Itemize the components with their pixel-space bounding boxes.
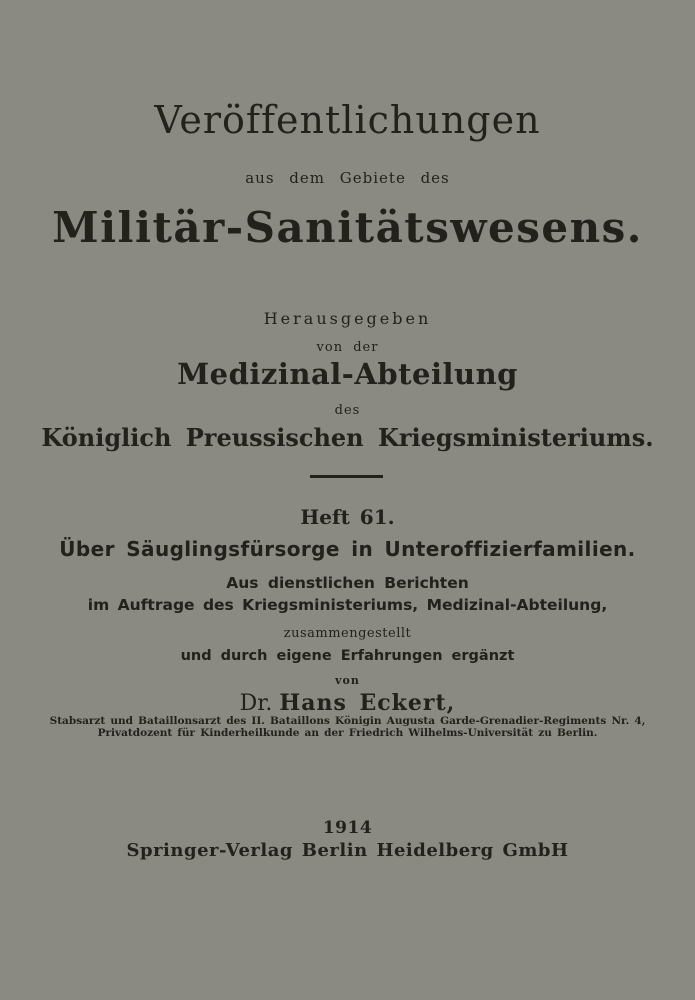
work-subtitle-2: im Auftrage des Kriegsministeriums, Medizinal-Abteilung, [87, 596, 608, 614]
editor-name: Medizinal-Abteilung [177, 357, 518, 391]
author-name: Hans Eckert, [279, 690, 456, 716]
work-subtitle-3: zusammengestellt [283, 626, 412, 641]
author-description-2: Privatdozent für Kinderheilkunde an der Friedrich Wilhelms-Universität zu Berlin. [97, 727, 598, 739]
series-scope: aus dem Gebiete des [245, 169, 450, 187]
author-line [0, 690, 695, 716]
publisher-imprint: Springer-Verlag Berlin Heidelberg GmbH [126, 840, 569, 861]
author-description-1: Stabsarzt und Bataillonsarzt des II. Bataillons Königin Augusta Garde-Grenadier-Regiments Nr. 4, [49, 715, 646, 727]
by-label: von [335, 674, 360, 687]
series-name: Militär-Sanitätswesens. [52, 203, 643, 252]
series-title: Veröffentlichungen [154, 98, 541, 142]
issue-number: Heft 61. [300, 505, 395, 529]
divider-rule [310, 475, 383, 478]
author-title-prefix: Dr. [239, 691, 273, 716]
work-subtitle-4: und durch eigene Erfahrungen ergänzt [180, 648, 515, 664]
editor-of-label: des [334, 403, 361, 418]
edited-by-label: von der [316, 340, 379, 355]
work-subtitle-1: Aus dienstlichen Berichten [226, 574, 469, 592]
publication-year: 1914 [322, 818, 373, 838]
edited-label: Herausgegeben [263, 309, 432, 328]
work-title: Über Säuglingsfürsorge in Unteroffizierfamilien. [59, 537, 636, 561]
editor-organization: Königlich Preussischen Kriegsministeriums. [41, 423, 654, 452]
